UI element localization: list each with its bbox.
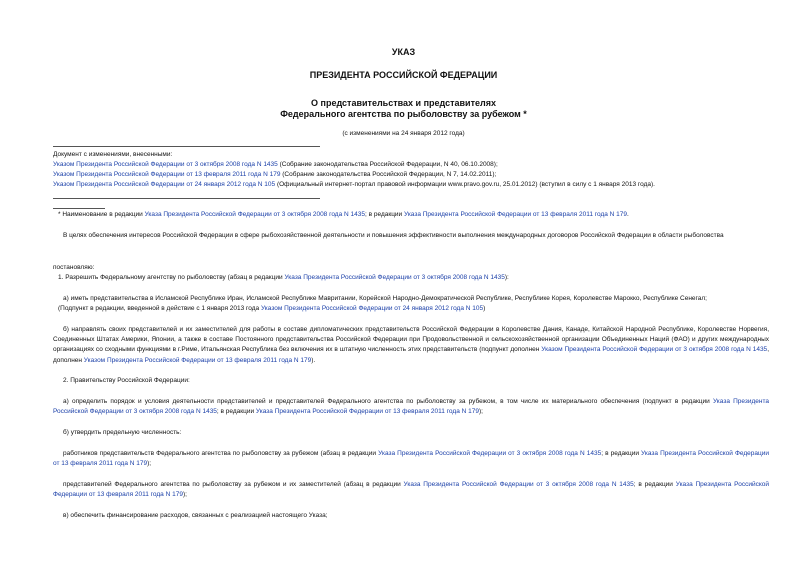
clause-link[interactable]: Указом Президента Российской Федерации от 24 января 2012 года N 105 xyxy=(260,305,484,312)
clause-link[interactable]: Указа Президента Российской Федерации от 3 октября 2008 года N 1435 xyxy=(378,450,602,457)
changes-intro: Документ с изменениями, внесенными: xyxy=(53,151,173,158)
clause-link[interactable]: Указа Президента Российской Федерации от 13 февраля 2011 года N 179 xyxy=(53,450,769,468)
divider-bottom xyxy=(53,198,320,199)
clause-1a: а) иметь представительства в Исламской Республике Иран, Исламской Республике Мавритании, Корейской Народно-Демократической Республике, Республике Корея, Королевстве Марокко, Республике Сенегал; xyxy=(63,295,707,302)
doc-title-line-1: О представительствах и представителях xyxy=(311,98,496,108)
clause-link[interactable]: Указа Президента Российской Федерации от 13 февраля 2011 года N 179 xyxy=(255,408,479,416)
footnote-link[interactable]: Указа Президента Российской Федерации от 13 февраля 2011 года N 179 xyxy=(403,211,628,218)
decree-word: постановляю: xyxy=(53,264,95,271)
clause-2: 2. Правительству Российской Федерации: xyxy=(63,377,190,384)
footnote-link[interactable]: Указа Президента Российской Федерации от 3 октября 2008 года N 1435 xyxy=(144,211,365,218)
doc-title-line-2: Федерального агентства по рыболовству за рубежом * xyxy=(280,109,527,119)
clause-link[interactable]: Указом Президента Российской Федерации от 13 февраля 2011 года N 179 xyxy=(83,356,312,364)
clause-link[interactable]: Указа Президента Российской Федерации от 3 октября 2008 года N 1435 xyxy=(53,398,769,416)
changes-item: Указом Президента Российской Федерации от 24 января 2012 года N 105 (Официальный интернет-портал правовой информации www.pravo.gov.ru, 25.01.2012) (вступил в силу с 1 января 2013 года). xyxy=(53,181,655,188)
change-link[interactable]: Указом Президента Российской Федерации от 13 февраля 2011 года N 179 xyxy=(53,171,281,178)
clause-2c: в) обеспечить финансирование расходов, связанных с реализацией настоящего Указа; xyxy=(63,512,328,519)
clause-2b-1: работников представительств Федерального агентства по рыболовству за рубежом (абзац в редакции Указа Президента Российской Федерации от 3 октября 2008 года N 1435; в редакции Указа Президента Российской Федерации от 13 февраля 2011 года N 179); xyxy=(53,450,769,468)
clause-1: 1. Разрешить Федеральному агентству по рыболовству (абзац в редакции Указа Президента Российской Федерации от 3 октября 2008 года N 1435): xyxy=(58,274,509,281)
clause-link[interactable]: Указа Президента Российской Федерации от 3 октября 2008 года N 1435 xyxy=(403,481,634,488)
clause-1b: б) направлять своих представителей и их заместителей для работы в составе дипломатических представительств Российской Федерации в Королевстве Дания, Канаде, Китайской Народной Республике, Королевстве Норвегия, Соединенных Штатах Америки, Японии, а также в составе Постоянного представительства Российской Федерации при Продовольственной и сельскохозяйственной организации Объединенных Наций (ФАО) и других международных организациях со сходными функциями в г.Риме, Итальянская Республика без включения их в штатную численность этих представительств (подпункт дополнен Указом Президента Российской Федерации от 3 октября 2008 года N 1435, дополнен Указом Президента Российской Федерации от 13 февраля 2011 года N 179). xyxy=(53,326,769,364)
clause-link[interactable]: Указа Президента Российской Федерации от 13 февраля 2011 года N 179 xyxy=(53,481,770,499)
preamble: В целях обеспечения интересов Российской Федерации в сфере рыбохозяйственной деятельности и повышения эффективности выполнения международных договоров Российской Федерации в области рыболовства xyxy=(63,232,724,239)
clause-link[interactable]: Указа Президента Российской Федерации от 3 октября 2008 года N 1435 xyxy=(284,274,505,281)
doc-type-heading: УКАЗ xyxy=(391,47,416,57)
change-link[interactable]: Указом Президента Российской Федерации от 3 октября 2008 года N 1435 xyxy=(53,161,278,168)
issuer-heading: ПРЕЗИДЕНТА РОССИЙСКОЙ ФЕДЕРАЦИИ xyxy=(309,70,498,80)
footnote-divider xyxy=(53,208,105,209)
clause-2a: а) определить порядок и условия деятельности представителей и представителей Федерального агентства по рыболовству за рубежом, в том числе их материального обеспечения (подпункт в редакции Указа Президента Российской Федерации от 3 октября 2008 года N 1435; в редакции Указа Президента Российской Федерации от 13 февраля 2011 года N 179); xyxy=(53,398,769,416)
changes-item: Указом Президента Российской Федерации от 3 октября 2008 года N 1435 (Собрание законодательства Российской Федерации, N 40, 06.10.2008); xyxy=(53,161,498,168)
footnote: * Наименование в редакции Указа Президента Российской Федерации от 3 октября 2008 года N 1435; в редакции Указа Президента Российской Федерации от 13 февраля 2011 года N 179. xyxy=(58,211,629,218)
clause-2b: б) утвердить предельную численность: xyxy=(63,429,182,436)
change-link[interactable]: Указом Президента Российской Федерации от 24 января 2012 года N 105 xyxy=(53,181,276,188)
clause-link[interactable]: Указом Президента Российской Федерации от 3 октября 2008 года N 1435 xyxy=(541,346,768,354)
clause-2b-2: представителей Федерального агентства по рыболовству за рубежом и их заместителей (абзац в редакции Указа Президента Российской Федерации от 3 октября 2008 года N 1435; в редакции Указа Президента Российской Федерации от 13 февраля 2011 года N 179); xyxy=(53,481,770,499)
clause-1a-note: (Подпункт в редакции, введенной в действие с 1 января 2013 года Указом Президента Российской Федерации от 24 января 2012 года N 105) xyxy=(58,305,486,312)
divider-top xyxy=(53,146,320,147)
doc-subtitle: (с изменениями на 24 января 2012 года) xyxy=(342,130,465,137)
changes-item: Указом Президента Российской Федерации от 13 февраля 2011 года N 179 (Собрание законодательства Российской Федерации, N 7, 14.02.2011); xyxy=(53,171,497,178)
